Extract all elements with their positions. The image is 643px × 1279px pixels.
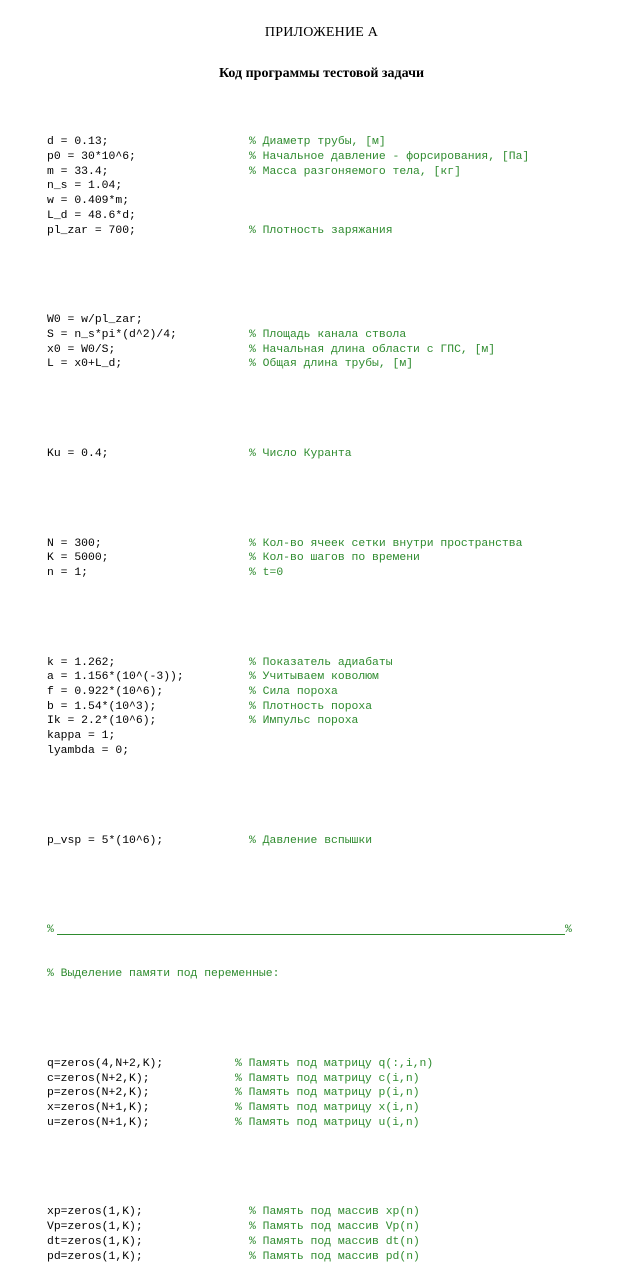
code-block: [47, 1205, 420, 1264]
section-comment: % Выделение памяти под переменные:: [47, 968, 280, 981]
code-statement: kappa = 1;: [47, 730, 116, 743]
code-listing: [47, 106, 572, 1279]
code-statement: n_s = 1.04;: [47, 180, 123, 193]
code-statement: pd=zeros(1,K);: [47, 1250, 143, 1263]
code-line: [47, 744, 130, 759]
code-line: [47, 1250, 420, 1265]
code-comment: % Масса разгоняемого тела, [кг]: [249, 165, 461, 178]
code-statement: N = 300;: [47, 537, 102, 550]
code-line: [47, 551, 420, 566]
code-line: [47, 566, 284, 581]
code-line: [47, 685, 338, 700]
code-statement: W0 = w/pl_zar;: [47, 314, 143, 327]
code-statement: Ku = 0.4;: [47, 447, 109, 460]
appendix-title: ПРИЛОЖЕНИЕ А: [264, 25, 379, 40]
code-line: [47, 834, 373, 849]
code-line: [47, 729, 116, 744]
code-comment: % Начальная длина области с ГПС, [м]: [249, 343, 496, 356]
code-statement: p0 = 30*10^6;: [47, 151, 136, 164]
code-comment: % Память под массив pd(n): [249, 1250, 420, 1263]
code-line: [47, 1116, 420, 1131]
code-statement: p_vsp = 5*(10^6);: [47, 834, 164, 847]
code-comment: % Память под матрицу c(i,n): [235, 1072, 420, 1085]
code-statement: xp=zeros(1,K);: [47, 1206, 143, 1219]
code-statement: x0 = W0/S;: [47, 343, 116, 356]
code-comment: % Кол-во ячеек сетки внутри пространства: [249, 537, 523, 550]
code-line: [47, 1220, 420, 1235]
code-statement: w = 0.409*m;: [47, 195, 130, 208]
code-line: [47, 700, 373, 715]
section-separator: [47, 923, 572, 938]
code-block: [47, 834, 373, 849]
code-comment: % Память под массив xp(n): [249, 1206, 420, 1219]
code-line: [47, 224, 393, 239]
code-line: [47, 447, 352, 462]
code-line: [47, 357, 414, 372]
code-line: [47, 1235, 420, 1250]
code-line: [47, 194, 130, 209]
code-statement: d = 0.13;: [47, 136, 109, 149]
code-statement: m = 33.4;: [47, 165, 109, 178]
code-statement: f = 0.922*(10^6);: [47, 686, 164, 699]
separator-left-mark: %: [47, 924, 54, 937]
code-statement: lyambda = 0;: [47, 744, 130, 757]
code-line: [47, 656, 393, 671]
code-statement: p=zeros(N+2,K);: [47, 1087, 150, 1100]
code-comment: % Площадь канала ствола: [249, 328, 407, 341]
code-comment: % Число Куранта: [249, 447, 352, 460]
code-line: [47, 714, 359, 729]
code-statement: n = 1;: [47, 567, 89, 580]
code-comment: % Плотность заряжания: [249, 224, 393, 237]
code-comment: % Давление вспышки: [249, 834, 373, 847]
code-statement: Ik = 2.2*(10^6);: [47, 715, 157, 728]
code-line: [47, 343, 496, 358]
code-comment: % Память под массив Vp(n): [249, 1221, 420, 1234]
code-statement: L_d = 48.6*d;: [47, 209, 136, 222]
code-comment: % Учитываем коволюм: [249, 671, 379, 684]
code-block: [47, 656, 393, 759]
separator-comment-line: [47, 967, 280, 982]
code-comment: % Память под матрицу u(i,n): [235, 1116, 420, 1129]
code-line: [47, 537, 523, 552]
code-line: [47, 135, 386, 150]
code-line: [47, 670, 379, 685]
code-statement: S = n_s*pi*(d^2)/4;: [47, 328, 177, 341]
code-block: [47, 447, 352, 462]
code-statement: dt=zeros(1,K);: [47, 1235, 143, 1248]
code-line: [47, 313, 143, 328]
code-comment: % Память под матрицу x(i,n): [235, 1102, 420, 1115]
code-statement: b = 1.54*(10^3);: [47, 700, 157, 713]
code-comment: % Общая длина трубы, [м]: [249, 358, 414, 371]
code-block: [47, 537, 523, 581]
code-comment: % Память под массив dt(n): [249, 1235, 420, 1248]
code-comment: % Кол-во шагов по времени: [249, 552, 420, 565]
code-comment: % Сила пороха: [249, 686, 338, 699]
code-line: [47, 165, 461, 180]
code-statement: q=zeros(4,N+2,K);: [47, 1058, 164, 1070]
code-comment: % Плотность пороха: [249, 700, 373, 713]
code-statement: K = 5000;: [47, 552, 109, 565]
code-comment: % Начальное давление - форсирования, [Па]: [249, 151, 530, 164]
code-comment: % Память под матрицу p(i,n): [235, 1087, 420, 1100]
code-statement: u=zeros(N+1,K);: [47, 1116, 150, 1129]
code-comment: % Импульс пороха: [249, 715, 359, 728]
code-statement: L = x0+L_d;: [47, 358, 123, 371]
code-statement: Vp=zeros(1,K);: [47, 1221, 143, 1234]
code-comment: % t=0: [249, 567, 284, 580]
code-statement: x=zeros(N+1,K);: [47, 1102, 150, 1115]
code-line: [47, 1086, 420, 1101]
code-comment: % Показатель адиабаты: [249, 656, 393, 669]
code-statement: pl_zar = 700;: [47, 224, 136, 237]
code-statement: a = 1.156*(10^(-3));: [47, 671, 184, 684]
separator-right-mark: %: [565, 924, 572, 937]
code-block: [47, 1057, 434, 1130]
code-line: [47, 150, 530, 165]
code-block: [47, 135, 530, 238]
code-line: [47, 1072, 420, 1087]
code-comment: % Диаметр трубы, [м]: [249, 136, 386, 149]
code-line: [47, 1101, 420, 1116]
code-line: [47, 1205, 420, 1220]
code-line: [47, 179, 123, 194]
document-subtitle: Код программы тестовой задачи: [218, 66, 425, 81]
code-line: [47, 328, 407, 343]
code-statement: k = 1.262;: [47, 656, 116, 669]
code-block: [47, 313, 496, 372]
code-statement: c=zeros(N+2,K);: [47, 1072, 150, 1085]
code-line: [47, 1057, 434, 1072]
code-line: [47, 209, 136, 224]
separator-rule: [57, 934, 565, 935]
code-comment: % Память под матрицу q(:,i,n): [235, 1058, 434, 1070]
